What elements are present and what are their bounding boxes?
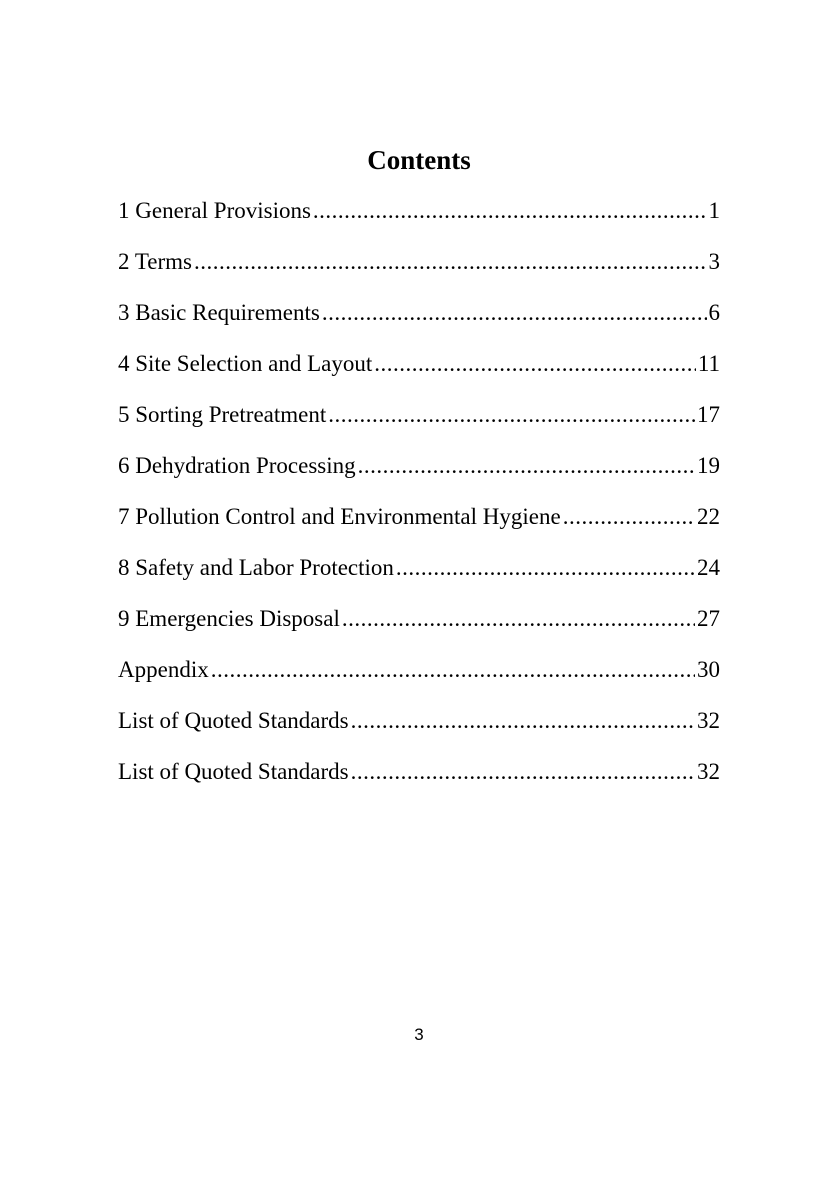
toc-entry-safety-labor-protection[interactable] xyxy=(118,552,720,603)
toc-entry-title: 8 Safety and Labor Protection xyxy=(118,555,394,580)
toc-entry-page: 17 xyxy=(697,402,720,427)
dot-leader xyxy=(351,705,695,737)
toc-entry-title: 6 Dehydration Processing xyxy=(118,453,356,478)
toc-entry-title: 4 Site Selection and Layout xyxy=(118,351,373,376)
toc-entry-page: 24 xyxy=(697,555,720,580)
page-number: 3 xyxy=(414,1025,424,1044)
toc-entry-title: List of Quoted Standards xyxy=(118,708,349,733)
toc-entry-title: 2 Terms xyxy=(118,249,192,274)
toc-entry-page: 32 xyxy=(697,708,720,733)
toc-entry-site-selection[interactable] xyxy=(118,348,720,399)
toc-entry-title: List of Quoted Standards xyxy=(118,759,349,784)
toc-entry-quoted-standards[interactable] xyxy=(118,705,720,756)
dot-leader xyxy=(358,450,695,482)
toc-entry-dehydration-processing[interactable] xyxy=(118,450,720,501)
toc-entry-page: 30 xyxy=(697,657,720,682)
toc-entry-title: Appendix xyxy=(118,657,209,682)
toc-entry-title: 5 Sorting Pretreatment xyxy=(118,402,327,427)
toc-entry-appendix[interactable] xyxy=(118,654,720,705)
dot-leader xyxy=(342,603,695,635)
toc-entry-title: 3 Basic Requirements xyxy=(118,300,320,325)
toc-entry-page: 22 xyxy=(697,504,720,529)
dot-leader xyxy=(563,501,695,533)
dot-leader xyxy=(396,552,695,584)
toc-entry-basic-requirements[interactable] xyxy=(118,297,720,348)
toc-entry-quoted-standards-repeat[interactable] xyxy=(118,756,720,807)
toc-entry-page: 3 xyxy=(708,249,720,274)
dot-leader xyxy=(328,399,695,431)
dot-leader xyxy=(194,246,707,278)
dot-leader xyxy=(313,195,707,227)
toc-entry-page: 27 xyxy=(697,606,720,631)
toc-entry-sorting-pretreatment[interactable] xyxy=(118,399,720,450)
dot-leader xyxy=(351,756,695,788)
toc-entry-page: 19 xyxy=(697,453,720,478)
toc-entry-title: 1 General Provisions xyxy=(118,198,311,223)
dot-leader xyxy=(322,297,707,329)
toc-entry-title: 9 Emergencies Disposal xyxy=(118,606,340,631)
toc-entry-emergencies-disposal[interactable] xyxy=(118,603,720,654)
toc-entry-page: 1 xyxy=(708,198,720,223)
table-of-contents xyxy=(118,195,720,807)
toc-entry-page: 6 xyxy=(708,300,720,325)
dot-leader xyxy=(211,654,695,686)
toc-entry-title: 7 Pollution Control and Environmental Hygiene xyxy=(118,504,561,529)
toc-entry-general-provisions[interactable] xyxy=(118,195,720,246)
toc-entry-page: 11 xyxy=(697,351,720,376)
page-title: Contents xyxy=(367,145,471,175)
toc-entry-terms[interactable] xyxy=(118,246,720,297)
toc-entry-page: 32 xyxy=(697,759,720,784)
dot-leader xyxy=(374,348,696,380)
toc-entry-pollution-control[interactable] xyxy=(118,501,720,552)
